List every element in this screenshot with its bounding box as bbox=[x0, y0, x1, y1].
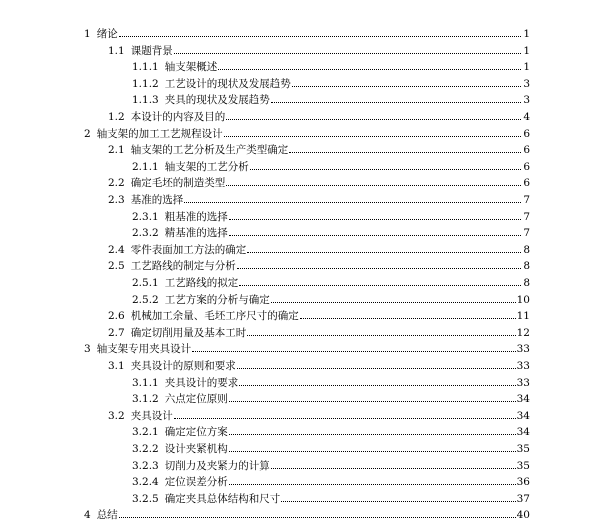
toc-entry-number: 1.1 bbox=[108, 44, 125, 57]
dot-leader bbox=[229, 451, 516, 452]
toc-entry-number: 1 bbox=[84, 28, 91, 40]
toc-entry-title: 轴支架专用夹具设计 bbox=[96, 343, 192, 356]
toc-entry-page-number: 7 bbox=[523, 194, 530, 206]
toc-entry-title: 夹具设计的原则和要求 bbox=[130, 360, 236, 372]
toc-entry[interactable] bbox=[132, 207, 530, 223]
dot-leader bbox=[119, 36, 521, 37]
toc-entry-number: 3.2.2 bbox=[132, 443, 159, 455]
dot-leader bbox=[229, 401, 516, 402]
dot-leader bbox=[174, 418, 516, 419]
toc-entry-title: 总结 bbox=[96, 509, 118, 522]
toc-entry[interactable] bbox=[132, 157, 530, 173]
toc-entry[interactable] bbox=[108, 140, 530, 156]
toc-entry-page-number: 7 bbox=[523, 210, 530, 223]
toc-entry-number: 2.3.2 bbox=[132, 227, 159, 240]
toc-entry-page-number: 11 bbox=[516, 310, 530, 323]
toc-entry-page-number: 10 bbox=[516, 293, 530, 306]
toc-entry-page-number: 8 bbox=[523, 277, 530, 289]
toc-entry-page-number: 4 bbox=[523, 111, 530, 123]
dot-leader bbox=[271, 302, 516, 303]
toc-entry[interactable] bbox=[132, 57, 530, 73]
toc-entry[interactable] bbox=[108, 173, 530, 189]
toc-entry-number: 3.1 bbox=[108, 360, 125, 372]
toc-entry-title: 轴支架的加工工艺规程设计 bbox=[96, 127, 223, 140]
toc-entry-title: 精基准的选择 bbox=[164, 227, 228, 240]
toc-entry-page-number: 35 bbox=[516, 459, 530, 472]
toc-entry-title: 工艺路线的制定与分析 bbox=[130, 260, 236, 273]
toc-entry-number: 3.2.1 bbox=[132, 426, 159, 439]
toc-entry[interactable] bbox=[108, 306, 530, 322]
toc-entry[interactable] bbox=[108, 107, 530, 123]
dot-leader bbox=[229, 219, 521, 220]
toc-entry-page-number: 6 bbox=[523, 160, 530, 173]
toc-entry-number: 4 bbox=[84, 509, 91, 522]
toc-entry[interactable] bbox=[132, 439, 530, 455]
toc-entry-title: 确定毛坯的制造类型 bbox=[130, 177, 226, 190]
toc-entry-page-number: 33 bbox=[516, 343, 530, 356]
dot-leader bbox=[119, 517, 516, 518]
toc-entry-title: 确定定位方案 bbox=[164, 426, 228, 439]
toc-entry-page-number: 37 bbox=[516, 492, 530, 505]
toc-entry[interactable] bbox=[132, 489, 530, 505]
toc-entry-number: 3.2.3 bbox=[132, 459, 159, 472]
dot-leader bbox=[229, 484, 516, 485]
toc-entry[interactable] bbox=[132, 74, 530, 90]
toc-entry[interactable] bbox=[108, 356, 530, 372]
toc-entry-title: 确定夹具总体结构和尺寸 bbox=[164, 492, 281, 505]
toc-entry-title: 轴支架的工艺分析及生产类型确定 bbox=[130, 144, 289, 157]
toc-entry[interactable] bbox=[132, 90, 530, 106]
toc-entry[interactable] bbox=[108, 41, 530, 57]
toc-entry-number: 3.1.2 bbox=[132, 393, 159, 406]
toc-entry[interactable] bbox=[108, 190, 530, 206]
toc-entry-number: 1.1.1 bbox=[132, 61, 159, 74]
toc-entry-title: 定位误差分析 bbox=[164, 476, 228, 489]
toc-entry-number: 2.3 bbox=[108, 194, 125, 206]
toc-entry[interactable] bbox=[132, 223, 530, 239]
toc-entry-page-number: 35 bbox=[516, 443, 530, 455]
dot-leader bbox=[192, 351, 515, 352]
dot-leader bbox=[281, 501, 515, 502]
toc-entry[interactable] bbox=[132, 422, 530, 438]
toc-entry[interactable] bbox=[108, 406, 530, 422]
toc-entry-title: 绪论 bbox=[96, 28, 118, 40]
dot-leader bbox=[247, 335, 515, 336]
toc-entry-page-number: 6 bbox=[523, 144, 530, 157]
toc-entry-page-number: 3 bbox=[523, 94, 530, 107]
dot-leader bbox=[247, 252, 521, 253]
toc-entry-title: 本设计的内容及目的 bbox=[130, 111, 226, 123]
toc-entry[interactable] bbox=[132, 373, 530, 389]
toc-entry-title: 六点定位原则 bbox=[164, 393, 228, 406]
toc-entry-number: 2.4 bbox=[108, 243, 125, 256]
dot-leader bbox=[271, 468, 516, 469]
dot-leader bbox=[239, 385, 515, 386]
toc-entry-title: 工艺路线的拟定 bbox=[164, 277, 239, 289]
dot-leader bbox=[237, 268, 521, 269]
dot-leader bbox=[226, 185, 521, 186]
toc-entry-page-number: 8 bbox=[523, 260, 530, 273]
dot-leader bbox=[292, 86, 521, 87]
toc-entry-page-number: 6 bbox=[523, 177, 530, 190]
dot-leader bbox=[229, 235, 521, 236]
toc-entry[interactable] bbox=[132, 273, 530, 289]
toc-entry[interactable] bbox=[84, 339, 530, 355]
toc-entry[interactable] bbox=[132, 472, 530, 488]
toc-entry-title: 夹具的现状及发展趋势 bbox=[164, 94, 270, 107]
dot-leader bbox=[218, 69, 521, 70]
dot-leader bbox=[239, 285, 521, 286]
dot-leader bbox=[237, 368, 516, 369]
toc-entry-page-number: 7 bbox=[523, 227, 530, 240]
toc-entry-title: 工艺设计的现状及发展趋势 bbox=[164, 77, 291, 90]
toc-entry-page-number: 12 bbox=[516, 326, 530, 339]
toc-entry-title: 轴支架的工艺分析 bbox=[164, 160, 249, 173]
toc-entry-number: 1.1.3 bbox=[132, 94, 159, 107]
toc-entry-title: 轴支架概述 bbox=[164, 61, 218, 74]
toc-entry[interactable] bbox=[132, 389, 530, 405]
toc-entry-number: 2.3.1 bbox=[132, 210, 159, 223]
toc-entry-page-number: 40 bbox=[516, 509, 530, 522]
toc-entry-page-number: 1 bbox=[523, 28, 530, 40]
toc-entry-page-number: 36 bbox=[516, 476, 530, 489]
toc-entry[interactable] bbox=[132, 456, 530, 472]
toc-entry[interactable] bbox=[108, 323, 530, 339]
toc-entry-page-number: 1 bbox=[523, 61, 530, 74]
toc-entry[interactable] bbox=[108, 240, 530, 256]
toc-entry-title: 设计夹紧机构 bbox=[164, 443, 228, 455]
toc-entry-number: 2.1.1 bbox=[132, 160, 159, 173]
toc-entry-page-number: 33 bbox=[516, 360, 530, 372]
toc-entry-number: 2.7 bbox=[108, 326, 125, 339]
toc-entry-page-number: 34 bbox=[516, 409, 530, 422]
dot-leader bbox=[250, 169, 521, 170]
toc-entry-title: 切削力及夹紧力的计算 bbox=[164, 459, 270, 472]
toc-entry-title: 夹具设计的要求 bbox=[164, 376, 239, 389]
dot-leader bbox=[184, 202, 521, 203]
toc-entry-number: 3 bbox=[84, 343, 91, 356]
toc-entry-title: 机械加工余量、毛坯工序尺寸的确定 bbox=[130, 310, 299, 323]
toc-entry-title: 粗基准的选择 bbox=[164, 210, 228, 223]
toc-entry-number: 3.2.4 bbox=[132, 476, 159, 489]
toc-entry-title: 确定切削用量及基本工时 bbox=[130, 326, 247, 339]
dot-leader bbox=[174, 53, 521, 54]
toc-entry-page-number: 3 bbox=[523, 77, 530, 90]
dot-leader bbox=[300, 318, 516, 319]
toc-entry-number: 2 bbox=[84, 127, 91, 140]
dot-leader bbox=[224, 136, 521, 137]
toc-entry-number: 2.6 bbox=[108, 310, 125, 323]
toc-entry-title: 工艺方案的分析与确定 bbox=[164, 293, 270, 306]
toc-entry-title: 基准的选择 bbox=[130, 194, 184, 206]
toc-entry-number: 2.5 bbox=[108, 260, 125, 273]
dot-leader bbox=[226, 119, 521, 120]
toc-entry-number: 3.2 bbox=[108, 409, 125, 422]
toc-entry-number: 2.2 bbox=[108, 177, 125, 190]
dot-leader bbox=[289, 152, 521, 153]
toc-entry[interactable] bbox=[132, 290, 530, 306]
toc-entry[interactable] bbox=[84, 505, 530, 521]
toc-entry[interactable] bbox=[84, 124, 530, 140]
toc-entry-number: 2.1 bbox=[108, 144, 125, 157]
toc-entry-title: 课题背景 bbox=[130, 44, 173, 57]
toc-entry-number: 1.2 bbox=[108, 111, 125, 123]
toc-entry-number: 1.1.2 bbox=[132, 77, 159, 90]
toc-entry-title: 夹具设计 bbox=[130, 409, 173, 422]
toc-entry[interactable] bbox=[108, 256, 530, 272]
toc-entry-page-number: 1 bbox=[523, 44, 530, 57]
dot-leader bbox=[271, 102, 521, 103]
dot-leader bbox=[229, 434, 516, 435]
toc-entry-title: 零件表面加工方法的确定 bbox=[130, 243, 247, 256]
toc-entry-number: 2.5.2 bbox=[132, 293, 159, 306]
toc-entry-page-number: 34 bbox=[516, 393, 530, 406]
toc-entry-page-number: 33 bbox=[516, 376, 530, 389]
toc-entry-number: 3.2.5 bbox=[132, 492, 159, 505]
toc-entry-number: 3.1.1 bbox=[132, 376, 159, 389]
toc-entry-page-number: 6 bbox=[523, 127, 530, 140]
toc-entry-number: 2.5.1 bbox=[132, 277, 159, 289]
toc-entry-page-number: 8 bbox=[523, 243, 530, 256]
toc-entry[interactable] bbox=[84, 24, 530, 40]
toc-entry-page-number: 34 bbox=[516, 426, 530, 439]
